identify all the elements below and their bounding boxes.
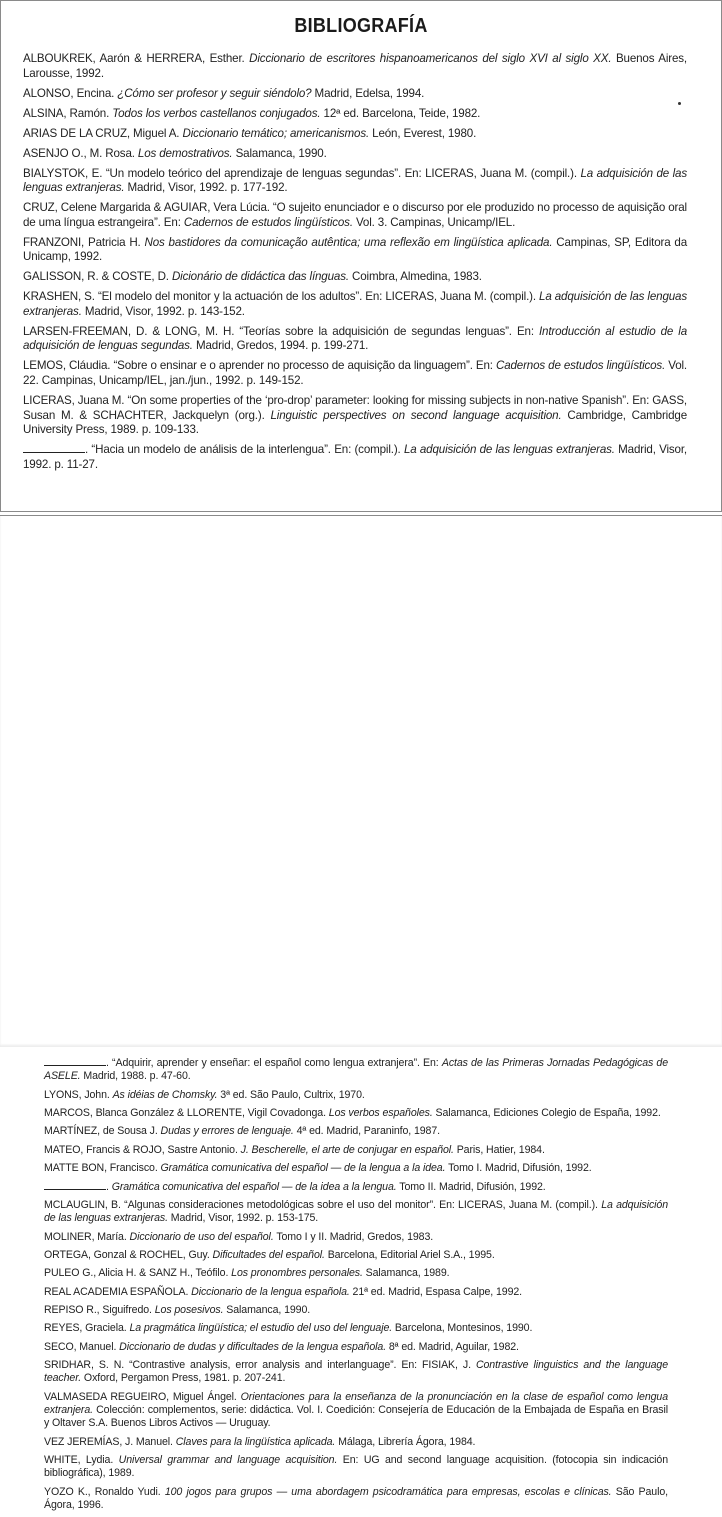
entry-title-text: La adquisición de las lenguas extranjeras. [23,166,687,195]
bibliography-entry [44,1304,668,1317]
bibliography-entry [23,394,687,438]
entry-text: Salamanca, 1990. [223,1304,311,1317]
entry-title-text: Orientaciones para la enseñanza de la pronunciación en la clase de español como lengua extranjera. [44,1390,669,1417]
entry-text: MOLINER, María. [44,1230,130,1243]
bibliography-entry [23,87,687,102]
bibliography-entry [23,167,687,196]
entry-title-text: Los pronombres personales. [231,1267,363,1280]
entry-title-text: Gramática comunicativa del español — de la idea a la lengua. [111,1180,397,1193]
entry-text: ASENJO O., M. Rosa. [23,146,138,160]
entry-title-text: Universal grammar and language acquisition. [118,1454,338,1467]
entry-text: Oxford, Pergamon Press, 1981. p. 207-241. [81,1372,286,1385]
entry-text: Salamanca, Ediciones Colegio de España, 1992. [432,1106,661,1119]
entry-text: Coimbra, Almedina, 1983. [348,270,482,284]
entry-title-text: Dicionário de didáctica das línguas. [171,270,349,284]
entry-text: LYONS, John. [44,1088,113,1101]
entry-title-text: La adquisición de las lenguas extranjeras. [44,1198,668,1225]
bibliography-entry [44,1391,668,1431]
entry-text: ALBOUKREK, Aarón & HERRERA, Esther. [23,52,250,65]
bibliography-entry [23,107,687,122]
entry-text: Tomo I y II. Madrid, Gredos, 1983. [273,1230,434,1243]
entry-text: MATEO, Francis & ROJO, Sastre Antonio. [44,1143,241,1156]
bibliography-entry [44,1286,668,1299]
bibliography-entry [44,1057,668,1083]
entry-text: REPISO R., Siguifredo. [44,1304,155,1317]
entry-text: En: UG and second language acquisition. (fotocopia sin indicación bibliográfica), 1989. [44,1454,669,1480]
entry-text: LARSEN-FREEMAN, D. & LONG, M. H. “Teorías sobre la adquisición de segundas lenguas”. En: [23,324,539,338]
bibliography-entry [44,1249,668,1262]
entry-text: BIALYSTOK, E. “Un modelo teórico del aprendizaje de lenguas segundas”. En: LICERAS, Juana M. (compil.). [23,166,581,180]
bibliography-list-top [23,52,687,478]
entry-text: ORTEGA, Gonzal & ROCHEL, Guy. [44,1248,213,1261]
entry-text: MARCOS, Blanca González & LLORENTE, Vigil Covadonga. [44,1106,329,1119]
entry-text: LICERAS, Juana M. “On some properties of the ‘pro-drop’ parameter: looking for missing subjects in non-native Spanish”. En: GASS, Susan M. & SCHACHTER, Jackquelyn (org.). [23,393,687,422]
entry-title-text: Los demostrativos. [137,146,233,160]
entry-text: SRIDHAR, S. N. “Contrastive analysis, error analysis and interlanguage”. En: FISIAK, J. [44,1359,476,1372]
entry-text: Madrid, Gredos, 1994. p. 199-271. [192,339,369,353]
entry-text: 4ª ed. Madrid, Paraninfo, 1987. [293,1125,440,1138]
entry-text: . [106,1180,112,1193]
entry-text: Madrid, Visor, 1992. p. 143-152. [81,304,245,318]
bibliography-entry [23,52,687,81]
entry-text: VALMASEDA REGUEIRO, Miguel Ángel. [44,1390,241,1403]
repeated-author-dash [44,1188,106,1190]
entry-text: Barcelona, Editorial Ariel S.A., 1995. [324,1248,495,1261]
entry-title-text: Diccionario de uso del español. [129,1230,274,1243]
bibliography-entry [44,1231,668,1244]
entry-text: Paris, Hatier, 1984. [453,1143,545,1156]
bibliography-entry [44,1267,668,1280]
entry-title-text: Introducción al estudio de la adquisición de lenguas segundas. [23,324,687,353]
entry-text: LEMOS, Cláudia. “Sobre o ensinar e o aprender no processo de aquisição da linguagem”. En: [23,359,496,373]
entry-text: Tomo II. Madrid, Difusión, 1992. [396,1180,546,1193]
entry-text: . “Adquirir, aprender y enseñar: el español como lengua extranjera”. En: [106,1057,442,1069]
bibliography-entry [23,359,687,388]
entry-text: WHITE, Lydia. [44,1454,119,1467]
entry-text: MCLAUGLIN, B. “Algunas consideraciones metodológicas sobre el uso del monitor”. En: LICERAS, Juana M. (compil.). [44,1198,602,1211]
entry-text: ALSINA, Ramón. [23,106,113,120]
entry-text: Madrid, Visor, 1992. p. 177-192. [124,181,288,195]
entry-text: Madrid, Edelsa, 1994. [311,86,425,100]
bibliography-list-bottom [44,1057,668,1517]
entry-title-text: Diccionario de escritores hispanoamericanos del siglo XVI al siglo XX. [249,52,612,65]
entry-text: Madrid, Visor, 1992. p. 153-175. [167,1212,319,1225]
bibliography-entry [44,1454,668,1480]
entry-title-text: Diccionario de la lengua española. [191,1285,350,1298]
entry-text: PULEO G., Alicia H. & SANZ H., Teófilo. [44,1267,232,1280]
bibliography-entry [23,147,687,162]
entry-title-text: 100 jogos para grupos — uma abordagem psicodramática para empresas, escolas e clínicas. [164,1485,612,1498]
bibliography-page-bottom [0,515,722,1511]
bibliography-entry [44,1341,668,1354]
entry-text: Buenos Aires, Larousse, 1992. [23,52,687,80]
entry-text: Colección: complementos, serie: didáctica. Vol. I. Coedición: Consejería de Educación de la Embajada de España en Brasil y Oltaver S.A. Buenos Libros Activos — Uruguay. [44,1404,668,1430]
entry-text: ARIAS DE LA CRUZ, Miguel A. [23,126,183,140]
bibliography-entry [44,1144,668,1157]
entry-text: Salamanca, 1989. [362,1267,450,1280]
entry-title-text: Dificultades del español. [212,1248,325,1261]
bibliography-entry [23,236,687,265]
bibliography-entry [44,1181,668,1194]
entry-text: YOZO K., Ronaldo Yudi. [44,1485,165,1498]
bibliography-entry [44,1322,668,1335]
entry-text: REYES, Graciela. [44,1322,130,1335]
entry-title-text: La adquisición de las lenguas extranjeras. [403,443,615,457]
entry-text: Málaga, Librería Ágora, 1984. [335,1435,476,1448]
entry-title-text: Contrastive linguistics and the language teacher. [44,1359,668,1385]
bibliography-entry [23,443,687,472]
bibliography-page-top [0,0,722,512]
repeated-author-dash [23,451,85,453]
page-title: BIBLIOGRAFÍA [294,15,428,37]
entry-text: ALONSO, Encina. [23,86,118,100]
entry-text: Vol. 22. Campinas, Unicamp/IEL, jan./jun., 1992. p. 149-152. [23,359,688,387]
entry-title-text: Actas de las Primeras Jornadas Pedagógicas de ASELE. [44,1057,668,1083]
entry-text: MARTÍNEZ, de Sousa J. [44,1125,161,1138]
bibliography-entry [44,1089,668,1102]
entry-text: 3ª ed. São Paulo, Cultrix, 1970. [217,1088,365,1101]
entry-text: FRANZONI, Patricia H. [23,235,145,249]
entry-text: MATTE BON, Francisco. [44,1162,161,1175]
entry-title-text: Nos bastidores da comunicação autêntica; uma reflexão em lingüística aplicada. [144,235,553,249]
entry-title-text: J. Bescherelle, el arte de conjugar en español. [240,1143,454,1156]
bibliography-entry [44,1162,668,1175]
entry-text: Campinas, SP, Editora da Unicamp, 1992. [23,235,688,264]
bibliography-entry [23,270,687,285]
entry-title-text: Diccionario temático; americanismos. [182,126,370,140]
entry-text: Madrid, 1988. p. 47-60. [80,1070,191,1083]
entry-title-text: La pragmática lingüística; el estudio del uso del lenguaje. [129,1322,393,1335]
entry-title-text: Diccionario de dudas y dificultades de la lengua española. [119,1340,387,1353]
entry-text: KRASHEN, S. “El modelo del monitor y la actuación de los adultos”. En: LICERAS, Juana M. (compil.). [23,290,540,304]
bibliography-entry [23,290,687,319]
entry-title-text: Cadernos de estudos lingüísticos. [495,359,666,373]
bibliography-entry [44,1486,668,1512]
bibliography-entry [23,201,687,230]
entry-title-text: As idéias de Chomsky. [112,1088,218,1101]
entry-text: Vol. 3. Campinas, Unicamp/IEL. [352,215,516,229]
entry-title-text: ¿Cómo ser profesor y seguir siéndolo? [117,86,312,100]
entry-text: 21ª ed. Madrid, Espasa Calpe, 1992. [349,1285,523,1298]
bibliography-entry [23,127,687,142]
entry-title-text: Los verbos españoles. [328,1106,433,1119]
bibliography-entry [44,1125,668,1138]
bibliography-entry [44,1107,668,1120]
entry-text: CRUZ, Celene Margarida & AGUIAR, Vera Lúcia. “O sujeito enunciador e o discurso por ele produzido no processo de aquisição oral de uma língua estrangeira”. En: [23,201,687,229]
entry-text: Salamanca, 1990. [232,146,327,160]
entry-text: Tomo I. Madrid, Difusión, 1992. [445,1162,592,1175]
entry-title-text: Cadernos de estudos lingüísticos. [183,215,353,229]
entry-text: 12ª ed. Barcelona, Teide, 1982. [320,106,481,120]
entry-text: . “Hacia un modelo de análisis de la interlengua”. En: (compil.). [85,443,404,457]
entry-title-text: Todos los verbos castellanos conjugados. [112,106,321,120]
entry-text: Cambridge, Cambridge University Press, 1989. p. 109-133. [23,408,688,437]
bibliography-entry [44,1436,668,1449]
entry-title-text: Gramática comunicativa del español — de la lengua a la idea. [160,1162,446,1175]
entry-text: Madrid, Visor, 1992. p. 11-27. [23,443,687,471]
entry-title-text: Claves para la lingüística aplicada. [175,1435,336,1448]
bibliography-entry [44,1199,668,1225]
entry-text: León, Everest, 1980. [369,126,477,140]
entry-text: São Paulo, Ágora, 1996. [44,1485,668,1511]
bibliography-entry [23,325,687,354]
entry-text: GALISSON, R. & COSTE, D. [23,270,172,284]
entry-title-text: Los posesivos. [154,1304,224,1317]
entry-text: 8ª ed. Madrid, Aguilar, 1982. [386,1340,519,1353]
entry-text: REAL ACADEMIA ESPAÑOLA. [44,1285,192,1298]
entry-title-text: Dudas y errores de lenguaje. [160,1125,294,1138]
entry-text: VEZ JEREMÍAS, J. Manuel. [44,1435,176,1448]
entry-title-text: Linguistic perspectives on second language acquisition. [270,408,562,422]
entry-text: Barcelona, Montesinos, 1990. [392,1322,533,1335]
bibliography-entry [44,1359,668,1385]
entry-title-text: La adquisición de las lenguas extranjeras. [23,290,687,318]
repeated-author-dash [44,1064,106,1066]
entry-text: SECO, Manuel. [44,1340,120,1353]
